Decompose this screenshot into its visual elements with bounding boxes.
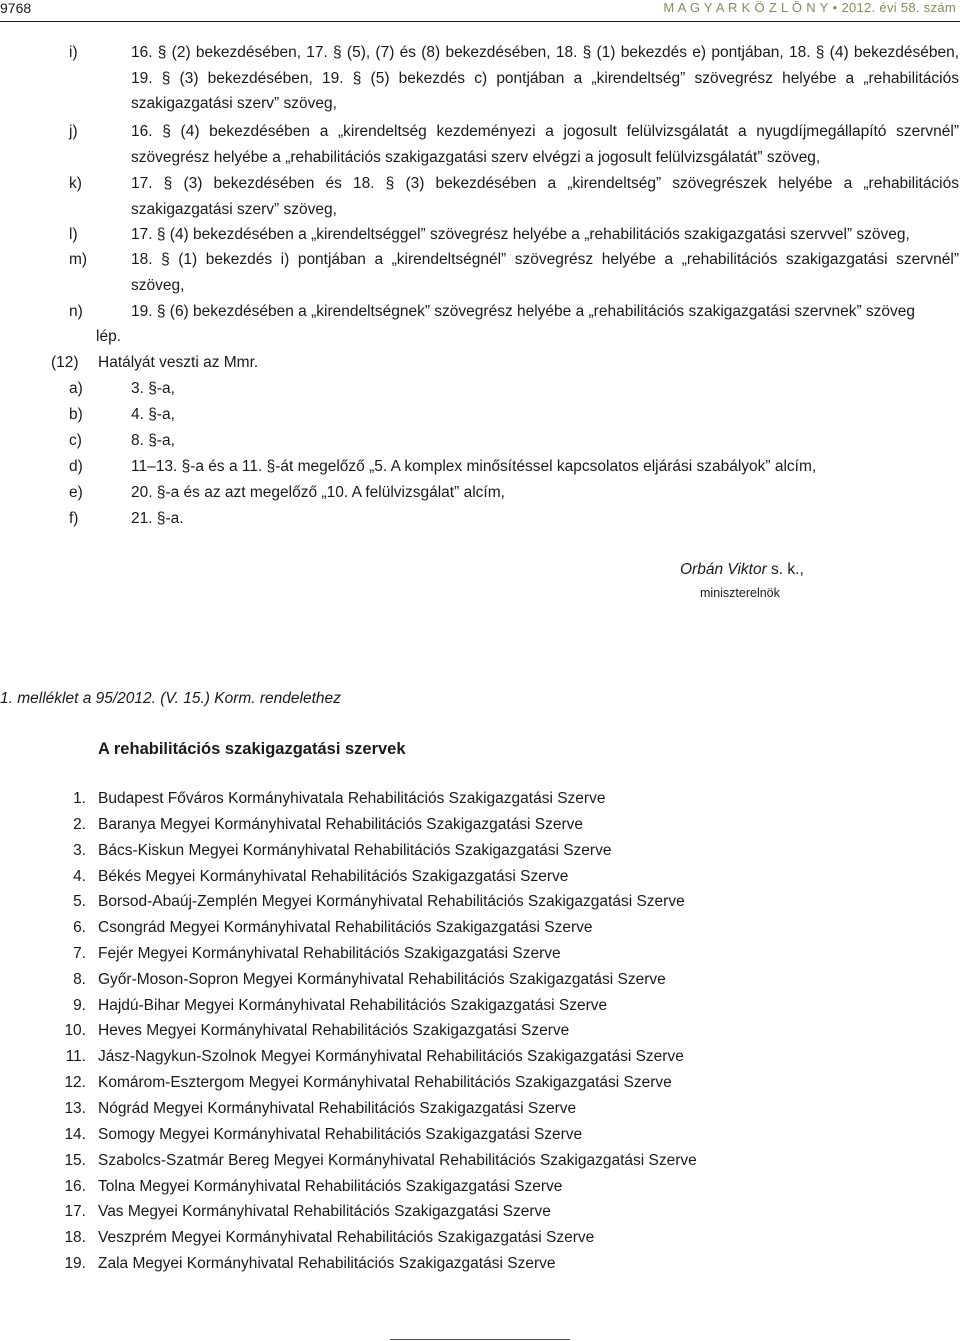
authority-name: Jász-Nagykun-Szolnok Megyei Kormányhivatal Rehabilitációs Szakigazgatási Szerve — [98, 1048, 684, 1065]
list-item — [0, 1203, 960, 1229]
paragraph-text: Hatályát veszti az Mmr. — [98, 354, 259, 371]
list-item — [0, 1152, 960, 1178]
authority-name: Hajdú-Bihar Megyei Kormányhivatal Rehabilitációs Szakigazgatási Szerve — [98, 997, 608, 1014]
list-item — [0, 997, 960, 1023]
authority-name: Budapest Főváros Kormányhivatala Rehabilitációs Szakigazgatási Szerve — [98, 790, 606, 807]
list-number: 4. — [73, 868, 86, 885]
journal-info — [663, 0, 956, 15]
item-letter: b) — [69, 406, 83, 423]
page-number: 9768 — [0, 0, 32, 16]
list-number: 14. — [64, 1126, 86, 1143]
list-number: 6. — [73, 919, 86, 936]
list-number: 18. — [64, 1229, 86, 1246]
list-number: 1. — [73, 790, 86, 807]
item-text: 4. §-a, — [131, 406, 175, 423]
authority-name: Vas Megyei Kormányhivatal Rehabilitációs Szakigazgatási Szerve — [98, 1203, 551, 1220]
header-rule — [0, 21, 960, 22]
item-text: 21. §-a. — [131, 510, 184, 527]
header-bullet: • — [832, 0, 838, 15]
authority-name: Csongrád Megyei Kormányhivatal Rehabilitációs Szakigazgatási Szerve — [98, 919, 593, 936]
list-number: 3. — [73, 842, 86, 859]
item-letter: e) — [69, 484, 83, 501]
authority-name: Somogy Megyei Kormányhivatal Rehabilitációs Szakigazgatási Szerve — [98, 1126, 583, 1143]
list-number: 5. — [73, 893, 86, 910]
list-item — [0, 1178, 960, 1204]
item-line: 17. § (3) bekezdésében és 18. § (3) bekezdésében a „kirendeltség” szövegrészek helyébe a „rehabilitációs — [131, 175, 959, 192]
list-number: 9. — [73, 997, 86, 1014]
item-text: 3. §-a, — [131, 380, 175, 397]
signature — [680, 561, 804, 579]
authority-name: Borsod-Abaúj-Zemplén Megyei Kormányhivatal Rehabilitációs Szakigazgatási Szerve — [98, 893, 685, 910]
authority-name: Veszprém Megyei Kormányhivatal Rehabilitációs Szakigazgatási Szerve — [98, 1229, 595, 1246]
list-item — [0, 1074, 960, 1100]
list-number: 19. — [64, 1255, 86, 1272]
list-number: 2. — [73, 816, 86, 833]
item-text: 20. §-a és az azt megelőző „10. A felülvizsgálat” alcím, — [131, 484, 505, 501]
item-letter: m) — [69, 251, 88, 268]
item-text: 8. §-a, — [131, 432, 175, 449]
list-number: 13. — [64, 1100, 86, 1117]
issue-number: 2012. évi 58. szám — [841, 0, 956, 15]
item-line: 16. § (4) bekezdésében a „kirendeltség kezdeményezi a jogosult felülvizsgálatát a nyugdíjmegállapító szervnél” — [131, 123, 959, 140]
authority-name: Heves Megyei Kormányhivatal Rehabilitációs Szakigazgatási Szerve — [98, 1022, 570, 1039]
item-line: 18. § (1) bekezdés i) pontjában a „kirendeltségnél” szövegrész helyébe a „rehabilitációs szakigazgatási szervnél” — [131, 251, 959, 268]
list-item — [0, 816, 960, 842]
item-letter: n) — [69, 303, 83, 320]
authority-name: Komárom-Esztergom Megyei Kormányhivatal Rehabilitációs Szakigazgatási Szerve — [98, 1074, 672, 1091]
item-line: szakigazgatási szerv” szöveg, — [131, 95, 337, 112]
item-letter: a) — [69, 380, 83, 397]
item-letter: l) — [69, 226, 78, 243]
list-number: 17. — [64, 1203, 86, 1220]
signatory-name: Orbán Viktor — [680, 561, 767, 578]
authority-name: Szabolcs-Szatmár Bereg Megyei Kormányhivatal Rehabilitációs Szakigazgatási Szerve — [98, 1152, 697, 1169]
list-item — [0, 1255, 960, 1281]
authority-name: Tolna Megyei Kormányhivatal Rehabilitációs Szakigazgatási Szerve — [98, 1178, 563, 1195]
lep-text: lép. — [96, 328, 121, 345]
journal-name: M A G Y A R K Ö Z L Ö N Y — [663, 0, 829, 15]
footer-rule — [390, 1339, 570, 1340]
item-line: 19. § (6) bekezdésében a „kirendeltségnek” szövegrész helyébe a „rehabilitációs szakigazgatási szervnek” szöveg — [131, 303, 916, 320]
list-item — [0, 1022, 960, 1048]
list-item — [0, 971, 960, 997]
paragraph-number: (12) — [51, 354, 79, 371]
authority-name: Fejér Megyei Kormányhivatal Rehabilitációs Szakigazgatási Szerve — [98, 945, 561, 962]
item-letter: j) — [69, 123, 78, 140]
page-header — [0, 0, 960, 18]
list-number: 7. — [73, 945, 86, 962]
signatory-title: miniszterelnök — [700, 586, 780, 600]
item-text: 11–13. §-a és a 11. §-át megelőző „5. A komplex minősítéssel kapcsolatos eljárási szabályok” alcím, — [131, 458, 817, 475]
item-letter: d) — [69, 458, 83, 475]
signature-suffix: s. k., — [766, 561, 804, 578]
list-number: 11. — [65, 1048, 86, 1065]
list-number: 15. — [64, 1152, 86, 1169]
item-letter: i) — [69, 44, 78, 61]
item-line: 16. § (2) bekezdésében, 17. § (5), (7) és (8) bekezdésében, 18. § (1) bekezdés e) pontjában, 18. § (4) bekezdésében, — [131, 44, 959, 61]
list-number: 12. — [64, 1074, 86, 1091]
item-letter: k) — [69, 175, 82, 192]
item-line: szövegrész helyébe a „rehabilitációs szakigazgatási szerv elvégzi a jogosult felülvizsgálatát” szöveg, — [131, 148, 821, 166]
list-number: 16. — [64, 1178, 86, 1195]
item-line: 19. § (3) bekezdésében, 19. § (5) bekezdés c) pontjában a „kirendeltség” szövegrész helyébe a „rehabilitációs — [131, 69, 959, 87]
authority-name: Győr-Moson-Sopron Megyei Kormányhivatal Rehabilitációs Szakigazgatási Szerve — [98, 971, 666, 988]
item-letter: f) — [69, 510, 79, 527]
list-item — [0, 893, 960, 919]
list-item — [0, 1048, 960, 1074]
item-letter: c) — [69, 432, 82, 449]
list-item — [0, 790, 960, 816]
list-item — [0, 1229, 960, 1255]
list-item — [0, 1100, 960, 1126]
annex-title: 1. melléklet a 95/2012. (V. 15.) Korm. rendelethez — [0, 690, 341, 707]
annex-heading: A rehabilitációs szakigazgatási szervek — [98, 740, 406, 758]
list-item — [0, 868, 960, 894]
authority-name: Békés Megyei Kormányhivatal Rehabilitációs Szakigazgatási Szerve — [98, 868, 569, 885]
authority-name: Zala Megyei Kormányhivatal Rehabilitációs Szakigazgatási Szerve — [98, 1255, 556, 1272]
authority-name: Nógrád Megyei Kormányhivatal Rehabilitációs Szakigazgatási Szerve — [98, 1100, 577, 1117]
authority-name: Baranya Megyei Kormányhivatal Rehabilitációs Szakigazgatási Szerve — [98, 816, 584, 833]
list-item — [0, 1126, 960, 1152]
authority-name: Bács-Kiskun Megyei Kormányhivatal Rehabilitációs Szakigazgatási Szerve — [98, 842, 612, 859]
list-number: 8. — [73, 971, 86, 988]
list-item — [0, 842, 960, 868]
list-item — [0, 919, 960, 945]
item-line: szakigazgatási szerv” szöveg, — [131, 200, 337, 218]
item-line: 17. § (4) bekezdésében a „kirendeltséggel” szövegrész helyébe a „rehabilitációs szakigazgatási szervvel” szöveg, — [131, 226, 910, 243]
list-number: 10. — [64, 1022, 86, 1039]
list-item — [0, 945, 960, 971]
item-line: szöveg, — [131, 276, 185, 294]
